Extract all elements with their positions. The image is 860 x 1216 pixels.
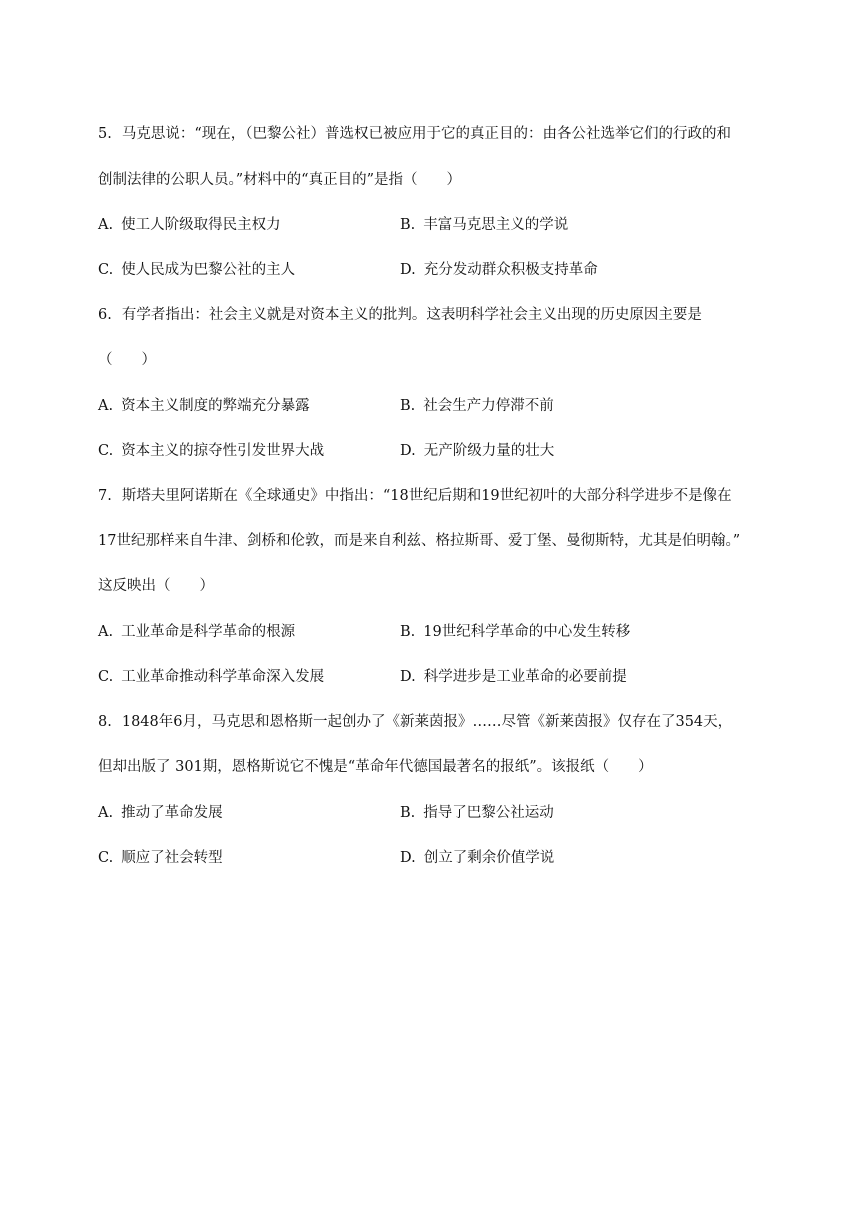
question-6-option-a[interactable] [98, 396, 310, 416]
option-label: B. [400, 217, 416, 233]
question-text: 斯塔夫里阿诺斯在《全球通史》中指出：“18世纪后期和19世纪初叶的大部分科学进步不是像在 [121, 488, 732, 504]
question-6-option-b[interactable] [400, 396, 554, 416]
question-7-option-c[interactable] [98, 667, 324, 687]
option-label: B. [400, 805, 416, 821]
question-5-line-2: 创制法律的公职人员。”材料中的“真正目的”是指（ ） [98, 172, 461, 188]
question-6-line-2: （ ） [98, 352, 156, 368]
option-label: C. [98, 262, 114, 278]
question-7-option-b[interactable] [400, 622, 630, 642]
question-5-option-b[interactable] [400, 215, 568, 235]
question-5-option-c[interactable] [98, 260, 295, 280]
option-label: D. [400, 262, 416, 278]
question-8-line-2: 但却出版了 301期，恩格斯说它不愧是“革命年代德国最著名的报纸”。该报纸（ ） [98, 759, 653, 775]
question-5-line-1 [98, 124, 731, 144]
option-text: 工业革命是科学革命的根源 [121, 624, 296, 640]
option-label: C. [98, 850, 114, 866]
question-8-line-1 [98, 712, 732, 732]
question-text: 马克思说：“现在，（巴黎公社）普选权已被应用于它的真正目的：由各公社选举它们的行政的和 [121, 126, 732, 142]
option-text: 使人民成为巴黎公社的主人 [121, 262, 296, 278]
option-text: 资本主义的掠夺性引发世界大战 [121, 443, 325, 459]
option-text: 社会生产力停滞不前 [423, 398, 554, 414]
option-text: 使工人阶级取得民主权力 [121, 217, 281, 233]
question-number: 6. [98, 307, 112, 323]
question-5-option-a[interactable] [98, 215, 281, 235]
option-label: D. [400, 850, 416, 866]
question-8-option-b[interactable] [400, 803, 554, 823]
option-label: B. [400, 398, 416, 414]
question-7-line-1 [98, 486, 732, 506]
option-text: 19世纪科学革命的中心发生转移 [423, 624, 631, 640]
question-number: 8. [98, 714, 112, 730]
option-text: 科学进步是工业革命的必要前提 [423, 669, 627, 685]
option-label: A. [98, 624, 114, 640]
question-7-option-a[interactable] [98, 622, 295, 642]
question-8-option-a[interactable] [98, 803, 223, 823]
option-text: 丰富马克思主义的学说 [423, 217, 569, 233]
question-8-option-d[interactable] [400, 848, 554, 868]
option-text: 资本主义制度的弊端充分暴露 [121, 398, 310, 414]
option-label: A. [98, 805, 114, 821]
option-label: A. [98, 217, 114, 233]
question-8-option-c[interactable] [98, 848, 223, 868]
option-text: 指导了巴黎公社运动 [423, 805, 554, 821]
option-label: B. [400, 624, 416, 640]
question-text: 有学者指出：社会主义就是对资本主义的批判。这表明科学社会主义出现的历史原因主要是 [121, 307, 702, 323]
option-text: 创立了剩余价值学说 [423, 850, 555, 866]
option-text: 顺应了社会转型 [121, 850, 223, 866]
option-text: 充分发动群众积极支持革命 [423, 262, 598, 278]
question-5-option-d[interactable] [400, 260, 598, 280]
option-label: A. [98, 398, 114, 414]
option-label: D. [400, 669, 416, 685]
question-6-line-1 [98, 305, 702, 325]
question-number: 5. [98, 126, 112, 142]
option-text: 工业革命推动科学革命深入发展 [121, 669, 325, 685]
question-6-option-c[interactable] [98, 441, 324, 461]
question-7-option-d[interactable] [400, 667, 627, 687]
question-text: 1848年6月，马克思和恩格斯一起创办了《新莱茵报》……尽管《新莱茵报》仅存在了354天， [121, 714, 733, 730]
option-label: C. [98, 669, 114, 685]
question-7-line-2: 17世纪那样来自牛津、剑桥和伦敦，而是来自利兹、格拉斯哥、爱丁堡、曼彻斯特，尤其是伯明翰。” [98, 533, 741, 549]
question-6-option-d[interactable] [400, 441, 554, 461]
option-label: D. [400, 443, 416, 459]
option-text: 推动了革命发展 [121, 805, 223, 821]
question-7-line-3: 这反映出（ ） [98, 578, 214, 594]
question-number: 7. [98, 488, 112, 504]
option-label: C. [98, 443, 114, 459]
option-text: 无产阶级力量的壮大 [423, 443, 555, 459]
